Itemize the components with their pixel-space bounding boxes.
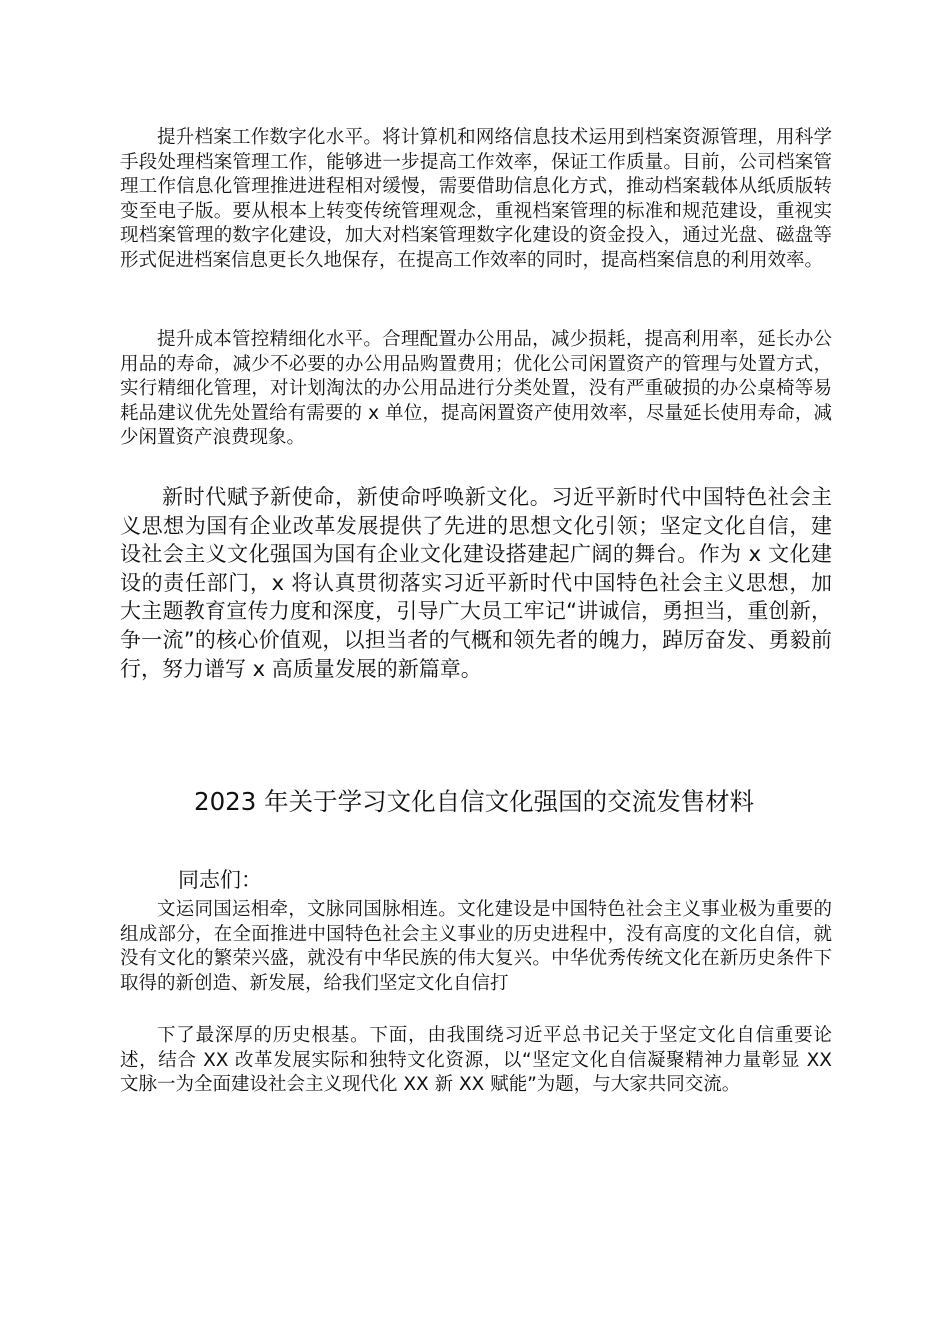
paragraph-cost-control: 提升成本管控精细化水平。合理配置办公用品，减少损耗，提高利用率，延长办公用品的寿命，减少不必要的办公用品购置费用；优化公司闲置资产的管理与处置方式，实行精细化管理，对计划淘汰的办公用品进行分类处置，没有严重破损的办公桌椅等易耗品建议优先处置给有需要的 x 单位，提高闲置资产使用效率，尽量延长使用寿命，减少闲置资产浪费现象。 <box>120 329 832 449</box>
paragraph-new-era-culture: 新时代赋予新使命，新使命呼唤新文化。习近平新时代中国特色社会主义思想为国有企业改革发展提供了先进的思想文化引领；坚定文化自信，建设社会主义文化强国为国有企业文化建设搭建起广阔的舞台。作为 x 文化建设的责任部门，x 将认真贯彻落实习近平新时代中国特色社会主义思想，加大主题教育宣传力度和深度，引导广大员工牢记“讲诚信，勇担当，重创新，争一流”的核心价值观，以担当者的气概和领先者的魄力，踔厉奋发、勇毅前行，努力谱写 x 高质量发展的新篇章。 <box>120 485 832 681</box>
paragraph-archive-digitization: 提升档案工作数字化水平。将计算机和网络信息技术运用到档案资源管理，用科学手段处理档案管理工作，能够进一步提高工作效率，保证工作质量。目前，公司档案管理工作信息化管理推进进程相对缓慢，需要借助信息化方式，推动档案载体从纸质版转变至电子版。要从根本上转变传统管理观念，重视档案管理的标准和规范建设，重视实现档案管理的数字化建设，加大对档案管理数字化建设的资金投入，通过光盘、磁盘等形式促进档案信息更长久地保存，在提高工作效率的同时，提高档案信息的利用效率。 <box>120 127 832 271</box>
paragraph-culture-topic: 下了最深厚的历史根基。下面，由我围绕习近平总书记关于坚定文化自信重要论述，结合 XX 改革发展实际和独特文化资源，以“坚定文化自信凝聚精神力量彰显 XX 文脉一为全面建设社会主义现代化 XX 新 XX 赋能”为题，与大家共同交流。 <box>120 1025 832 1096</box>
paragraph-culture-intro: 文运同国运相牵，文脉同国脉相连。文化建设是中国特色社会主义事业极为重要的组成部分，在全面推进中国特色社会主义事业的历史进程中，没有高度的文化自信，就没有文化的繁荣兴盛，就没有中华民族的伟大复兴。中华优秀传统文化在新历史条件下取得的新创造、新发展，给我们坚定文化自信打 <box>120 899 832 994</box>
salutation: 同志们： <box>178 868 262 892</box>
document-title: 2023 年关于学习文化自信文化强国的交流发售材料 <box>194 787 755 816</box>
